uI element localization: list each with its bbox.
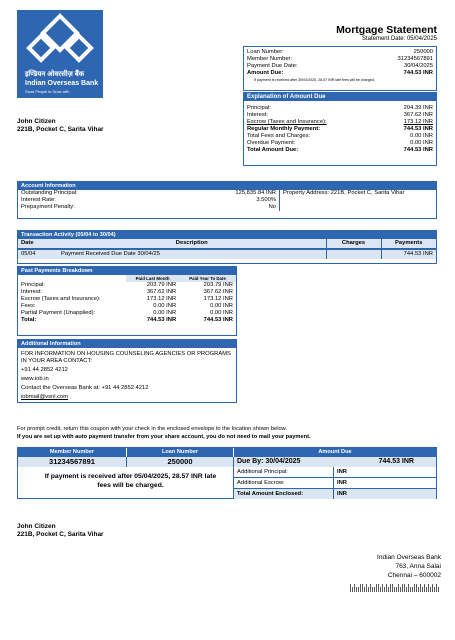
coupon-row: [234, 467, 437, 478]
summary-row: [244, 63, 436, 70]
summary-value: 744.53 INR: [403, 70, 433, 76]
table-row: [18, 249, 436, 259]
explanation-header: Explanation of Amount Due: [244, 93, 436, 101]
remit-address-block: [377, 553, 441, 580]
table-row: [18, 310, 236, 317]
col-payments: Payments: [381, 239, 436, 249]
account-label: Outstanding Principal:: [21, 190, 78, 196]
past-ytd: 173.12 INR: [203, 296, 233, 302]
explanation-row: [244, 133, 436, 140]
txn-charges: [326, 249, 381, 259]
coupon-amount-label: Amount Due: [233, 448, 436, 457]
past-ytd: 0.00 INR: [210, 303, 233, 309]
coupon-member-label: Member Number: [18, 448, 126, 457]
explanation-row: [244, 126, 436, 133]
account-row: [18, 190, 280, 197]
past-label: Principal:: [21, 282, 45, 288]
coupon-late-note: If payment is received after 05/04/2025, 28.57 INR late fees will be charged.: [44, 473, 217, 489]
coupon-row-input[interactable]: INR: [334, 489, 437, 500]
coupon-row-label: Additional Principal:: [237, 469, 288, 475]
col-charges: Charges: [326, 239, 381, 249]
summary-label: Amount Due:: [247, 70, 284, 76]
past-ytd: 744.53 INR: [203, 317, 233, 323]
coupon-row: [234, 478, 437, 489]
past-col-ytd: Paid Year To Date: [179, 275, 236, 282]
statement-title: Mortgage Statement: [336, 24, 437, 36]
past-last-month: 367.62 INR: [146, 289, 177, 295]
transactions-table: [18, 239, 436, 259]
account-label: Interest Rate:: [21, 197, 56, 203]
postal-barcode-icon: [350, 584, 440, 592]
coupon-loan-value: 250000: [126, 457, 233, 467]
bank-contact-text: Contact the Overseas Bank at: +91 44 2852 4212: [21, 385, 149, 391]
transactions-header-row: [18, 239, 436, 249]
bank-name: Indian Overseas Bank: [25, 80, 99, 87]
explanation-label: Regular Monthly Payment:: [247, 126, 321, 132]
summary-value: 30/04/2025: [403, 63, 433, 69]
past-last-month: 0.00 INR: [153, 303, 177, 309]
property-address-label: Property Address:: [283, 190, 330, 196]
summary-row: [244, 70, 436, 77]
counseling-phone: +91 44 2852 4212: [21, 367, 68, 373]
col-description: Description: [175, 240, 208, 246]
bank-name-hindi: इण्डियन ओवरसीज़ बैंक: [25, 71, 85, 78]
explanation-row: [244, 119, 436, 126]
explanation-value: 0.00 INR: [410, 140, 433, 146]
explanation-value: 744.53 INR: [403, 147, 433, 153]
summary-row: [244, 49, 436, 56]
summary-value: 31234567891: [397, 56, 433, 62]
explanation-row: [244, 147, 436, 154]
past-label: Escrow (Taxes and Insurance):: [21, 296, 101, 302]
past-last-month: 744.53 INR: [146, 317, 177, 323]
account-box: [17, 181, 437, 219]
past-label: Total:: [21, 317, 37, 323]
transactions-header: Transaction Activity (05/04 to 30/04): [18, 231, 436, 239]
table-row: [18, 282, 236, 289]
table-row: [18, 289, 236, 296]
instructions-line: For prompt credit, return this coupon with your check in the enclosed envelope to the location shown below.: [17, 426, 287, 432]
coupon-row-label: Total Amount Enclosed:: [237, 491, 304, 497]
bank-email-link[interactable]: iobmail@vsnl.com: [21, 394, 69, 400]
account-value: No: [268, 204, 276, 210]
summary-label: Member Number:: [247, 56, 293, 62]
customer-name: John Citizen: [17, 118, 56, 125]
col-date: Date: [21, 240, 34, 246]
summary-value: 250000: [413, 49, 433, 55]
account-header: Account Information: [18, 182, 436, 190]
past-payments-box: [17, 266, 237, 336]
past-label: Fees:: [21, 303, 36, 309]
explanation-row: [244, 105, 436, 112]
explanation-value: 0.00 INR: [410, 133, 433, 139]
coupon-amount-value: 744.53 INR: [378, 458, 414, 465]
explanation-label: Principal:: [247, 105, 271, 111]
explanation-value: 744.53 INR: [403, 126, 433, 132]
account-table: [18, 190, 280, 211]
past-last-month: 173.12 INR: [146, 296, 177, 302]
explanation-value: 173.12 INR: [403, 119, 433, 125]
property-address-value: 221B, Pocket C, Sarita Vihar: [330, 190, 405, 196]
table-row: [18, 296, 236, 303]
footer-customer-block: [17, 523, 104, 538]
past-payments-header: Past Payments Breakdown: [18, 267, 236, 275]
explanation-value: 367.62 INR: [403, 112, 433, 118]
explanation-label: Interest:: [247, 112, 268, 118]
transactions-box: [17, 230, 437, 264]
account-value: 125,835.84 INR: [235, 190, 276, 196]
additional-info-box: [17, 339, 237, 403]
account-row: [18, 197, 280, 204]
txn-payments: 744.53 INR: [381, 249, 436, 259]
coupon-instructions: [17, 426, 442, 440]
past-col-last-month: Paid Last Month: [126, 275, 179, 282]
counseling-text: FOR INFORMATION ON HOUSING COUNSELING AGENCIES OR PROGRAMS IN YOUR AREA CONTACT:: [21, 351, 231, 364]
coupon-loan-label: Loan Number: [126, 448, 233, 457]
payment-coupon: [17, 447, 437, 499]
account-row: [18, 204, 280, 211]
coupon-row-label: Additional Escrow:: [237, 480, 285, 486]
coupon-due-by: Due By: 30/04/2025: [237, 458, 301, 465]
additional-info-header: Additional Information: [18, 340, 236, 348]
bank-tagline: Good People to Grow with: [25, 90, 70, 94]
footer-customer-name: John Citizen: [17, 523, 56, 530]
footer-customer-address: 221B, Pocket C, Sarita Vihar: [17, 531, 104, 538]
explanation-row: [244, 140, 436, 147]
account-label: Prepayment Penalty:: [21, 204, 75, 210]
summary-row: [244, 56, 436, 63]
bank-website-link[interactable]: www.iob.in: [21, 376, 49, 382]
statement-date: Statement Date: 05/04/2025: [361, 36, 437, 42]
table-row: [18, 303, 236, 310]
explanation-value: 204.39 INR: [403, 105, 433, 111]
remit-street: 763, Anna Salai: [395, 563, 441, 570]
past-label: Partial Payment (Unapplied):: [21, 310, 96, 316]
coupon-member-value: 31234567891: [18, 457, 126, 467]
bank-emblem-icon: [17, 12, 103, 68]
remit-city: Chennai – 600002: [387, 572, 441, 579]
explanation-label: Escrow (Taxes and Insurance):: [247, 119, 327, 125]
summary-box: [243, 46, 437, 91]
summary-label: Payment Due Date:: [247, 63, 298, 69]
past-last-month: 0.00 INR: [153, 310, 177, 316]
instructions-line-bold: If you are set up with auto payment transfer from your share account, you do not need to mail your payment.: [17, 434, 311, 440]
customer-address: 221B, Pocket C, Sarita Vihar: [17, 126, 104, 133]
summary-table: [244, 49, 436, 77]
past-label: Interest:: [21, 289, 42, 295]
past-ytd: 203.79 INR: [203, 282, 233, 288]
table-row: [18, 317, 236, 324]
account-value: 3.500%: [256, 197, 276, 203]
remit-name: Indian Overseas Bank: [377, 554, 441, 561]
summary-late-note: If payment is received after 30/04/2025, 28.57 INR late fees will be charged.: [254, 78, 375, 82]
coupon-row-input[interactable]: INR: [334, 478, 437, 489]
summary-label: Loan Number:: [247, 49, 284, 55]
past-col-header-row: [18, 275, 236, 282]
bank-logo: [17, 10, 103, 98]
past-last-month: 203.79 INR: [146, 282, 177, 288]
explanation-label: Total Fees and Charges:: [247, 133, 311, 139]
coupon-row-input[interactable]: INR: [334, 467, 437, 478]
past-ytd: 0.00 INR: [210, 310, 233, 316]
explanation-box: [243, 92, 437, 166]
past-ytd: 367.62 INR: [203, 289, 233, 295]
past-payments-table: [18, 275, 236, 324]
coupon-enclosed-table: [233, 467, 436, 499]
explanation-table: [244, 105, 436, 154]
customer-block: [17, 118, 104, 133]
txn-date: 05/04: [18, 249, 58, 259]
explanation-row: [244, 112, 436, 119]
coupon-row: [234, 489, 437, 500]
txn-description: Payment Received Due Date 30/04/25: [58, 249, 326, 259]
explanation-label: Overdue Payment:: [247, 140, 296, 146]
explanation-label: Total Amount Due:: [247, 147, 299, 153]
